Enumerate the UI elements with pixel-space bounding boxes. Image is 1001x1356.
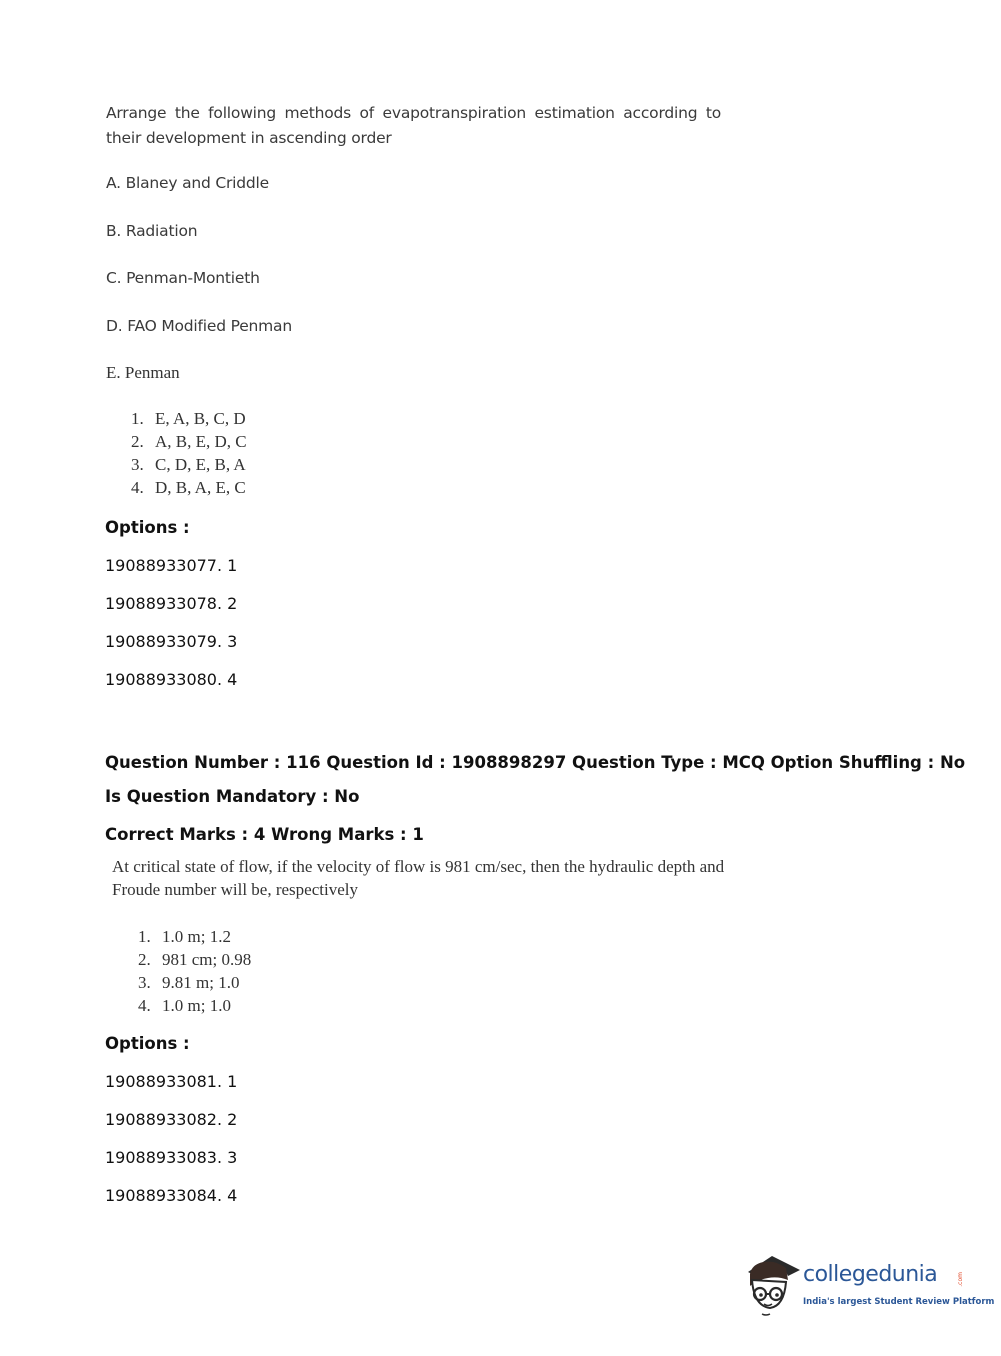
option-id-row: 19088933084. 4 bbox=[105, 1186, 238, 1205]
option-id-row: 19088933078. 2 bbox=[105, 594, 238, 613]
statement-d: D. FAO Modified Penman bbox=[106, 317, 292, 335]
collegedunia-mascot-icon bbox=[742, 1250, 802, 1325]
choice-item: 3. 9.81 m; 1.0 bbox=[138, 973, 240, 992]
question-2-stem-line-2: Froude number will be, respectively bbox=[112, 880, 358, 899]
question-2-stem-line-1: At critical state of flow, if the velocity of flow is 981 cm/sec, then the hydraulic depth and bbox=[112, 857, 725, 876]
option-id-row: 19088933077. 1 bbox=[105, 556, 238, 575]
choice-item: 3. C, D, E, B, A bbox=[131, 455, 246, 474]
question-2-choices bbox=[138, 925, 251, 1017]
choice-item: 2. 981 cm; 0.98 bbox=[138, 950, 252, 969]
statement-e: E. Penman bbox=[106, 363, 180, 382]
statement-c: C. Penman-Montieth bbox=[106, 269, 260, 287]
option-id-row: 19088933082. 2 bbox=[105, 1110, 238, 1129]
statement-a: A. Blaney and Criddle bbox=[106, 174, 269, 192]
option-id-row: 19088933080. 4 bbox=[105, 670, 238, 689]
options-label: Options : bbox=[105, 1034, 190, 1053]
option-id-row: 19088933079. 3 bbox=[105, 632, 238, 651]
choice-item: 4. D, B, A, E, C bbox=[131, 478, 246, 497]
statement-b: B. Radiation bbox=[106, 222, 198, 240]
question-marks: Correct Marks : 4 Wrong Marks : 1 bbox=[105, 825, 424, 844]
question-meta: Question Number : 116 Question Id : 1908898297 Question Type : MCQ Option Shuffling : No bbox=[105, 753, 966, 772]
question-1-stem: Arrange the following methods of evapotranspiration estimation according to their development in ascending order bbox=[106, 104, 721, 147]
choice-item: 4. 1.0 m; 1.0 bbox=[138, 996, 231, 1015]
options-label: Options : bbox=[105, 518, 190, 537]
brand-tagline: India's largest Student Review Platform bbox=[803, 1297, 995, 1307]
question-1-choices bbox=[131, 407, 247, 499]
choice-item: 1. E, A, B, C, D bbox=[131, 409, 246, 428]
brand-dotcom: .com bbox=[957, 1272, 964, 1287]
brand-name: collegedunia bbox=[803, 1262, 938, 1287]
choice-item: 2. A, B, E, D, C bbox=[131, 432, 247, 451]
option-id-row: 19088933081. 1 bbox=[105, 1072, 238, 1091]
choice-item: 1. 1.0 m; 1.2 bbox=[138, 927, 231, 946]
option-id-row: 19088933083. 3 bbox=[105, 1148, 238, 1167]
question-mandatory: Is Question Mandatory : No bbox=[105, 787, 360, 806]
